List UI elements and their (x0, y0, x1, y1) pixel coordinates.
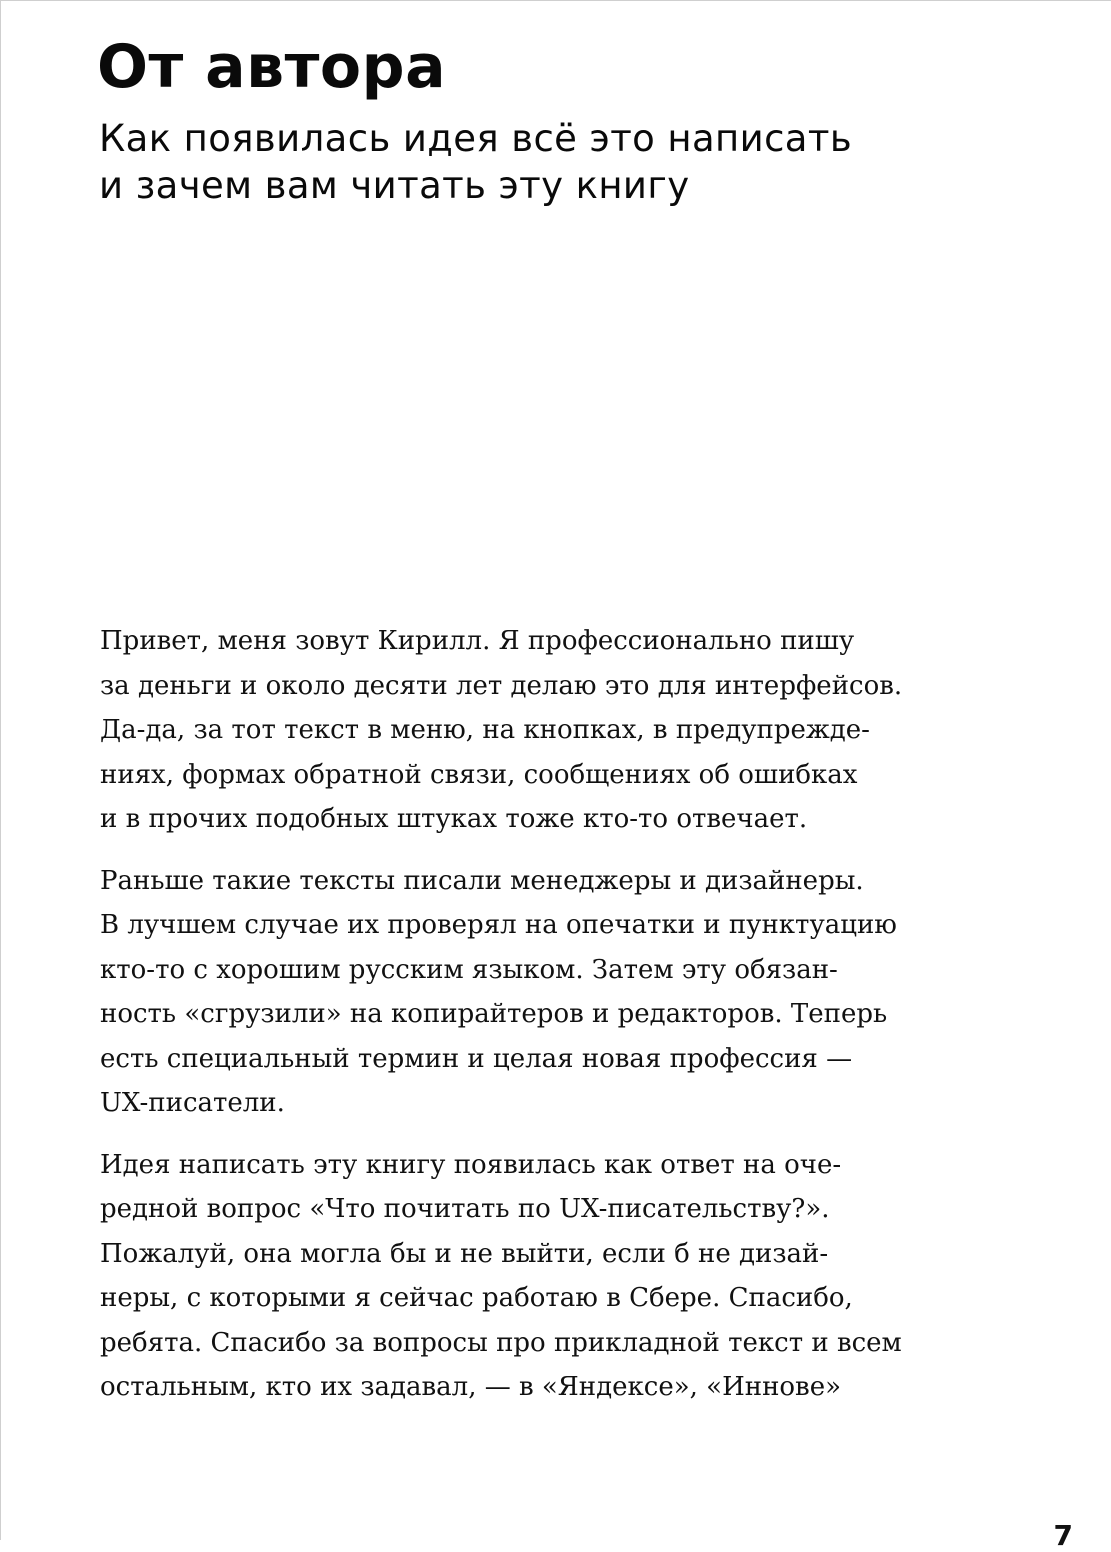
text-line: неры, с которыми я сейчас работаю в Сбере. Спасибо, (100, 1283, 853, 1313)
text-line: В лучшем случае их проверял на опечатки и пунктуацию (100, 910, 897, 940)
subtitle-line: Как появилась идея всё это написать (99, 117, 853, 160)
text-line: Привет, меня зовут Кирилл. Я профессионально пишу (100, 626, 855, 656)
paragraph (100, 619, 960, 842)
text-line: кто-то с хорошим русским языком. Затем эту обязан- (100, 954, 838, 985)
text-line: редной вопрос «Что почитать по UX-писательству?». (100, 1194, 830, 1224)
chapter-subtitle (99, 115, 852, 209)
text-line: Раньше такие тексты писали менеджеры и дизайнеры. (100, 865, 864, 896)
text-line: остальным, кто их задавал, — в «Яндексе», «Иннове» (100, 1372, 841, 1402)
text-line: Идея написать эту книгу появилась как ответ на оче- (100, 1149, 842, 1180)
text-line: UX-писатели. (100, 1088, 285, 1118)
text-line: есть специальный термин и целая новая профессия — (100, 1043, 853, 1074)
body-text (100, 619, 960, 1427)
text-line: ность «сгрузили» на копирайтеров и редакторов. Теперь (100, 999, 888, 1029)
text-line: Пожалуй, она могла бы и не выйти, если б не дизай- (100, 1238, 829, 1269)
text-line: Да-да, за тот текст в меню, на кнопках, в предупрежде- (100, 715, 870, 745)
text-line: ребята. Спасибо за вопросы про прикладной текст и всем (100, 1327, 902, 1358)
chapter-title: От автора (97, 32, 447, 102)
page-number: 7 (1053, 1519, 1073, 1552)
text-line: за деньги и около десяти лет делаю это для интерфейсов. (100, 670, 903, 701)
text-line: и в прочих подобных штуках тоже кто-то отвечает. (100, 804, 808, 834)
paragraph (100, 1143, 960, 1410)
text-line: ниях, формах обратной связи, сообщениях об ошибках (100, 759, 858, 790)
subtitle-line: и зачем вам читать эту книгу (99, 164, 690, 207)
paragraph (100, 859, 960, 1126)
